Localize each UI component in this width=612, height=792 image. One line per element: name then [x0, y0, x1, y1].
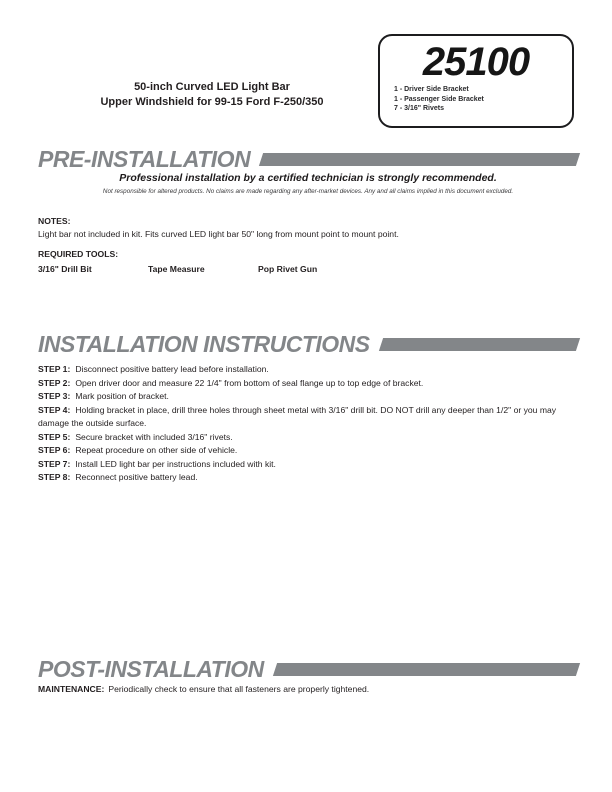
- step-row: [38, 431, 579, 445]
- notes-label: NOTES:: [38, 216, 71, 226]
- product-title: [30, 80, 394, 110]
- installation-instructions-heading: INSTALLATION INSTRUCTIONS: [38, 331, 370, 357]
- installation-steps-list: [38, 363, 579, 485]
- step-row: [38, 444, 579, 458]
- step-text: Repeat procedure on other side of vehicle.: [75, 445, 238, 455]
- step-row: [38, 377, 579, 391]
- step-text: Install LED light bar per instructions included with kit.: [75, 458, 276, 469]
- product-title-line-1: 50-inch Curved LED Light Bar: [134, 81, 290, 93]
- section-header-post-installation: [38, 656, 578, 683]
- step-label: STEP 1:: [38, 364, 71, 374]
- disclaimer-text: Not responsible for altered products. No claims are made regarding any after-market devices. Any and all claims implied in this document excluded.: [102, 188, 514, 195]
- part-number: 25100: [422, 40, 530, 84]
- parts-box: [378, 34, 574, 128]
- maintenance-line: [38, 684, 578, 694]
- step-text: Holding bracket in place, drill three holes through sheet metal with 3/16" drill bit. DO NOT drill any deeper than 1/2" or you may damage the outside surface.: [38, 404, 557, 428]
- step-row: [38, 404, 579, 431]
- product-title-line-2: Upper Windshield for 99-15 Ford F-250/350: [100, 96, 324, 108]
- step-row: [38, 471, 579, 485]
- step-row: [38, 390, 579, 404]
- step-label: STEP 4:: [38, 404, 71, 415]
- tool-item: 3/16" Drill Bit: [38, 264, 92, 274]
- recommendation-text: Professional installation by a certified technician is strongly recommended.: [119, 172, 497, 184]
- step-label: STEP 2:: [38, 377, 71, 388]
- tool-item: Pop Rivet Gun: [258, 264, 318, 274]
- step-text: Open driver door and measure 22 1/4" from bottom of seal flange up to top edge of bracket.: [75, 377, 424, 388]
- required-tools-label: REQUIRED TOOLS:: [38, 249, 119, 259]
- step-label: STEP 7:: [38, 458, 71, 469]
- maintenance-label: MAINTENANCE:: [38, 684, 105, 694]
- step-label: STEP 8:: [38, 472, 71, 482]
- post-installation-heading: POST-INSTALLATION: [38, 656, 264, 682]
- heading-bar: [259, 153, 580, 166]
- part-item: 1 - Driver Side Bracket: [394, 86, 469, 93]
- step-label: STEP 3:: [38, 391, 71, 401]
- part-item: 1 - Passenger Side Bracket: [394, 95, 484, 103]
- step-text: Mark position of bracket.: [75, 391, 169, 401]
- step-text: Secure bracket with included 3/16" rivets.: [75, 431, 233, 442]
- tool-item: Tape Measure: [148, 264, 205, 274]
- pre-installation-heading: PRE-INSTALLATION: [38, 146, 251, 172]
- step-text: Disconnect positive battery lead before installation.: [75, 364, 269, 374]
- step-label: STEP 5:: [38, 431, 71, 442]
- heading-bar: [379, 338, 581, 351]
- section-header-pre-installation: [38, 146, 578, 173]
- maintenance-text: Periodically check to ensure that all fasteners are properly tightened.: [108, 684, 370, 694]
- section-header-installation-instructions: [38, 331, 578, 358]
- step-text: Reconnect positive battery lead.: [75, 472, 198, 482]
- step-row: [38, 458, 579, 472]
- step-label: STEP 6:: [38, 445, 71, 455]
- part-item: 7 - 3/16" Rivets: [394, 105, 445, 112]
- heading-bar: [273, 663, 580, 676]
- step-row: [38, 363, 579, 377]
- parts-list: [380, 83, 572, 114]
- notes-text: Light bar not included in kit. Fits curved LED light bar 50" long from mount point to mount point.: [38, 229, 399, 239]
